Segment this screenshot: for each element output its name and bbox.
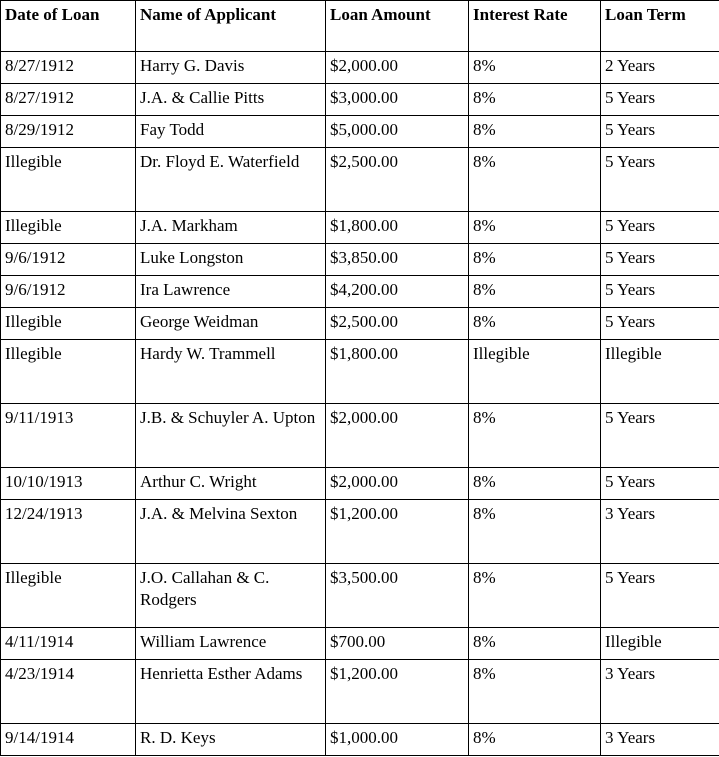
table-row <box>1 308 719 340</box>
cell-name-of-applicant: Ira Lawrence <box>136 276 326 308</box>
table-row <box>1 628 719 660</box>
cell-name-of-applicant: George Weidman <box>136 308 326 340</box>
cell-date-of-loan: 9/14/1914 <box>1 724 136 756</box>
table-row <box>1 468 719 500</box>
cell-loan-amount: $2,500.00 <box>326 148 469 212</box>
cell-date-of-loan: 9/6/1912 <box>1 244 136 276</box>
cell-loan-term: 5 Years <box>601 84 719 116</box>
table-row <box>1 276 719 308</box>
cell-loan-term: 5 Years <box>601 564 719 628</box>
cell-loan-amount: $700.00 <box>326 628 469 660</box>
cell-name-of-applicant: Luke Longston <box>136 244 326 276</box>
cell-interest-rate: 8% <box>469 212 601 244</box>
table-row <box>1 84 719 116</box>
table-row <box>1 724 719 756</box>
table-row <box>1 148 719 212</box>
cell-loan-amount: $3,000.00 <box>326 84 469 116</box>
cell-loan-term: 2 Years <box>601 52 719 84</box>
table-row <box>1 212 719 244</box>
cell-name-of-applicant: J.O. Callahan & C. Rodgers <box>136 564 326 628</box>
table-row <box>1 244 719 276</box>
cell-loan-term: 5 Years <box>601 276 719 308</box>
cell-name-of-applicant: J.A. & Callie Pitts <box>136 84 326 116</box>
cell-name-of-applicant: J.A. & Melvina Sexton <box>136 500 326 564</box>
cell-date-of-loan: 4/23/1914 <box>1 660 136 724</box>
table-body <box>1 52 719 756</box>
table-row <box>1 404 719 468</box>
cell-loan-term: 3 Years <box>601 500 719 564</box>
cell-name-of-applicant: Dr. Floyd E. Waterfield <box>136 148 326 212</box>
cell-loan-term: Illegible <box>601 340 719 404</box>
cell-interest-rate: 8% <box>469 628 601 660</box>
table-row <box>1 500 719 564</box>
cell-interest-rate: 8% <box>469 564 601 628</box>
cell-date-of-loan: Illegible <box>1 212 136 244</box>
table-row <box>1 116 719 148</box>
cell-loan-amount: $2,000.00 <box>326 52 469 84</box>
cell-date-of-loan: 12/24/1913 <box>1 500 136 564</box>
table-head <box>1 1 719 52</box>
cell-date-of-loan: Illegible <box>1 148 136 212</box>
cell-loan-term: 5 Years <box>601 148 719 212</box>
cell-interest-rate: 8% <box>469 116 601 148</box>
cell-loan-amount: $1,000.00 <box>326 724 469 756</box>
cell-date-of-loan: 4/11/1914 <box>1 628 136 660</box>
cell-interest-rate: Illegible <box>469 340 601 404</box>
cell-interest-rate: 8% <box>469 52 601 84</box>
column-header-interest-rate: Interest Rate <box>469 1 601 52</box>
cell-name-of-applicant: Henrietta Esther Adams <box>136 660 326 724</box>
cell-loan-amount: $5,000.00 <box>326 116 469 148</box>
cell-name-of-applicant: William Lawrence <box>136 628 326 660</box>
cell-loan-term: 5 Years <box>601 468 719 500</box>
cell-loan-amount: $1,200.00 <box>326 660 469 724</box>
cell-date-of-loan: 8/29/1912 <box>1 116 136 148</box>
cell-date-of-loan: Illegible <box>1 340 136 404</box>
cell-name-of-applicant: Hardy W. Trammell <box>136 340 326 404</box>
cell-loan-amount: $3,850.00 <box>326 244 469 276</box>
column-header-name-of-applicant: Name of Applicant <box>136 1 326 52</box>
cell-loan-term: 3 Years <box>601 724 719 756</box>
table-row <box>1 564 719 628</box>
table-row <box>1 340 719 404</box>
table-row <box>1 52 719 84</box>
cell-date-of-loan: 10/10/1913 <box>1 468 136 500</box>
column-header-date-of-loan: Date of Loan <box>1 1 136 52</box>
cell-loan-amount: $4,200.00 <box>326 276 469 308</box>
cell-interest-rate: 8% <box>469 468 601 500</box>
cell-name-of-applicant: J.A. Markham <box>136 212 326 244</box>
cell-date-of-loan: 8/27/1912 <box>1 52 136 84</box>
cell-interest-rate: 8% <box>469 404 601 468</box>
cell-interest-rate: 8% <box>469 500 601 564</box>
cell-interest-rate: 8% <box>469 724 601 756</box>
cell-interest-rate: 8% <box>469 308 601 340</box>
cell-date-of-loan: Illegible <box>1 308 136 340</box>
cell-loan-term: 5 Years <box>601 308 719 340</box>
cell-interest-rate: 8% <box>469 84 601 116</box>
cell-loan-amount: $3,500.00 <box>326 564 469 628</box>
cell-name-of-applicant: Fay Todd <box>136 116 326 148</box>
cell-loan-amount: $2,000.00 <box>326 404 469 468</box>
cell-interest-rate: 8% <box>469 244 601 276</box>
cell-loan-amount: $1,200.00 <box>326 500 469 564</box>
cell-loan-amount: $2,000.00 <box>326 468 469 500</box>
cell-loan-term: 3 Years <box>601 660 719 724</box>
cell-name-of-applicant: J.B. & Schuyler A. Upton <box>136 404 326 468</box>
column-header-loan-amount: Loan Amount <box>326 1 469 52</box>
cell-interest-rate: 8% <box>469 148 601 212</box>
cell-date-of-loan: 8/27/1912 <box>1 84 136 116</box>
cell-loan-term: 5 Years <box>601 244 719 276</box>
cell-loan-term: 5 Years <box>601 116 719 148</box>
table-header-row <box>1 1 719 52</box>
cell-loan-amount: $2,500.00 <box>326 308 469 340</box>
cell-loan-term: Illegible <box>601 628 719 660</box>
cell-date-of-loan: 9/11/1913 <box>1 404 136 468</box>
cell-loan-amount: $1,800.00 <box>326 340 469 404</box>
table-row <box>1 660 719 724</box>
column-header-loan-term: Loan Term <box>601 1 719 52</box>
cell-date-of-loan: Illegible <box>1 564 136 628</box>
cell-interest-rate: 8% <box>469 276 601 308</box>
cell-interest-rate: 8% <box>469 660 601 724</box>
cell-name-of-applicant: Arthur C. Wright <box>136 468 326 500</box>
cell-date-of-loan: 9/6/1912 <box>1 276 136 308</box>
cell-name-of-applicant: Harry G. Davis <box>136 52 326 84</box>
cell-loan-amount: $1,800.00 <box>326 212 469 244</box>
cell-name-of-applicant: R. D. Keys <box>136 724 326 756</box>
cell-loan-term: 5 Years <box>601 404 719 468</box>
cell-loan-term: 5 Years <box>601 212 719 244</box>
